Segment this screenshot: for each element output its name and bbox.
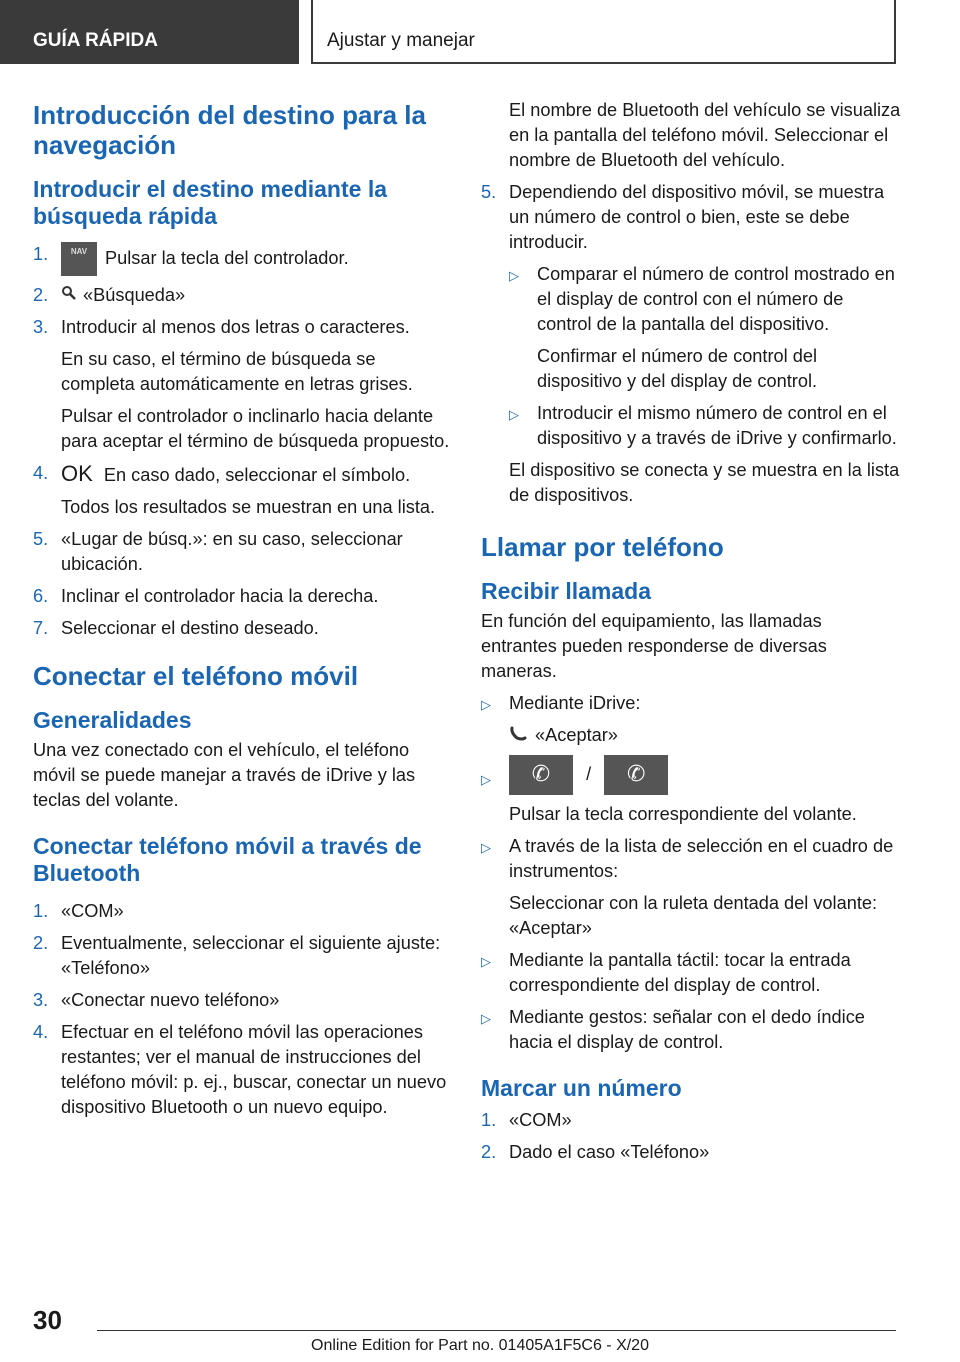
receive-paragraph: En función del equipamiento, las llamadas entrantes pueden responderse de diversas maneras. [481, 611, 827, 681]
bt-step-5: 5. Dependiendo del dispositivo móvil, se muestra un número de control o bien, este se debe introducir. ▷ Comparar el número de control mostrado en el display de control con el número de control de la pantalla del dispositivo. Confirmar el número de control del dispositivo y del display de control. ▷ Introducir el mismo número de control en el dispositivo y a través de iDrive y confirmarlo. El dispositivo se conecta y se muestra en la lista de dispositivos. [481, 180, 901, 508]
nav-step-7: 7. Seleccionar el destino deseado. [33, 618, 319, 638]
nav-step-2: 2. «Búsqueda» [33, 283, 451, 308]
triangle-bullet-icon: ▷ [509, 268, 519, 283]
triangle-bullet-icon: ▷ [481, 840, 491, 855]
heading-navigation: Introducción del destino para la navegación [33, 100, 426, 160]
nav-step-1: 1. NAV Pulsar la tecla del controlador. [33, 242, 451, 276]
bt-bullet-2: ▷ Introducir el mismo número de control en el dispositivo y a través de iDrive y confirmarlo. [509, 403, 897, 448]
triangle-bullet-icon: ▷ [481, 697, 491, 712]
bt-step-2: 2. Eventualmente, seleccionar el siguiente ajuste: «Teléfono» [33, 933, 441, 978]
receive-bullet-idrive: ▷ Mediante iDrive: «Aceptar» [481, 691, 901, 748]
nav-step-5: 5. «Lugar de búsq.»: en su caso, seleccionar ubicación. [33, 529, 403, 574]
bt-paragraph-2: El dispositivo se conecta y se muestra en la lista de dispositivos. [509, 460, 900, 505]
header-chapter-tab [311, 0, 896, 64]
receive-bullet-gesture: ▷ Mediante gestos: señalar con el dedo índice hacia el display de control. [481, 1007, 865, 1052]
header-chapter-label: Ajustar y manejar [327, 30, 475, 51]
receive-bullet-list: ▷ A través de la lista de selección en el cuadro de instrumentos: Seleccionar con la ruleta dentada del volante: «Aceptar» [481, 836, 894, 938]
search-icon [61, 283, 77, 308]
heading-quick-search: Introducir el destino mediante la búsqueda rápida [33, 176, 388, 229]
footer-divider [97, 1330, 896, 1331]
triangle-bullet-icon: ▷ [481, 1011, 491, 1026]
heading-dial: Marcar un número [481, 1075, 682, 1101]
bt-paragraph-1: El nombre de Bluetooth del vehículo se visualiza en la pantalla del teléfono móvil. Seleccionar el nombre de Bluetooth del vehículo. [509, 100, 901, 170]
ok-symbol-icon: OK [61, 461, 93, 486]
right-column [481, 98, 901, 1172]
phone-accept-icon [509, 723, 529, 748]
dial-step-1: 1. «COM» [481, 1110, 572, 1130]
triangle-bullet-icon: ▷ [481, 772, 491, 787]
bt-step-3: 3. «Conectar nuevo teléfono» [33, 990, 280, 1010]
footer-edition: Online Edition for Part no. 01405A1F5C6 - X/20 [311, 1337, 649, 1354]
heading-receive-call: Recibir llamada [481, 578, 652, 604]
left-column [33, 100, 451, 1127]
phone-end-key-icon: ✆ [604, 755, 668, 795]
bt-step-4: 4. Efectuar en el teléfono móvil las operaciones restantes; ver el manual de instrucciones del teléfono móvil: p. ej., buscar, conectar un nuevo dispositivo Bluetooth o un nuevo equipo. [33, 1022, 447, 1117]
receive-bullet-touch: ▷ Mediante la pantalla táctil: tocar la entrada correspondiente del display de control. [481, 950, 851, 995]
heading-bluetooth: Conectar teléfono móvil a través de Bluetooth [33, 833, 422, 886]
nav-key-icon: NAV [61, 242, 97, 276]
triangle-bullet-icon: ▷ [481, 954, 491, 969]
heading-connect-phone: Conectar el teléfono móvil [33, 661, 359, 691]
nav-step-6: 6. Inclinar el controlador hacia la derecha. [33, 586, 379, 606]
nav-step-3: 3. Introducir al menos dos letras o caracteres. En su caso, el término de búsqueda se completa automáticamente en letras grises. Pulsar el controlador o inclinarlo hacia delante para aceptar el término de búsqueda propuesto. [33, 317, 450, 451]
receive-bullet-keys: ▷ ✆ / ✆ Pulsar la tecla correspondiente del volante. [481, 755, 901, 827]
bt-step-1: 1. «COM» [33, 901, 124, 921]
nav-step-4: 4. OK En caso dado, seleccionar el símbolo. Todos los resultados se muestran en una lista. [33, 461, 436, 517]
heading-general: Generalidades [33, 707, 192, 733]
header-section-tab [0, 0, 299, 64]
dial-step-2: 2. Dado el caso «Teléfono» [481, 1142, 710, 1162]
heading-call: Llamar por teléfono [481, 532, 724, 562]
general-paragraph: Una vez conectado con el vehículo, el teléfono móvil se puede manejar a través de iDrive y las teclas del volante. [33, 740, 416, 810]
page-number: 30 [33, 1305, 62, 1335]
phone-accept-key-icon: ✆ [509, 755, 573, 795]
bt-bullet-1: ▷ Comparar el número de control mostrado en el display de control con el número de control de la pantalla del dispositivo. Confirmar el número de control del dispositivo y del display de control. [509, 264, 895, 391]
header-section-label: GUÍA RÁPIDA [33, 30, 158, 51]
triangle-bullet-icon: ▷ [509, 407, 519, 422]
